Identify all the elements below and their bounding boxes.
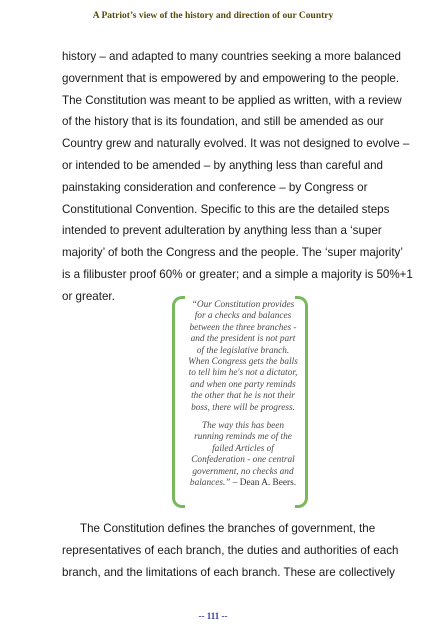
quote-line: government, no checks and [192, 466, 294, 477]
quote-author: – Dean A. Beers. [232, 478, 297, 489]
text-line: or intended to be amended – by anything less than careful and [62, 158, 383, 172]
quote-line: for a checks and balances [194, 311, 292, 322]
quote-line: to tell him he's not a dictator, [188, 368, 298, 379]
text-line: government that is empowered by and empowering to the people. [62, 71, 400, 85]
quote-spacer [184, 414, 302, 421]
paragraph-1 [62, 46, 413, 308]
text-line: history – and adapted to many countries seeking a more balanced [62, 50, 402, 63]
text-line: or greater. [62, 289, 115, 303]
text-line: of the history that is its foundation, and still be amended as our [62, 115, 384, 129]
text-line: painstaking consideration and conference – by Congress or [62, 180, 368, 194]
text-line: majority’ of both the Congress and the people. The ‘super majority’ [62, 246, 403, 260]
page-number: -- 111 -- [198, 611, 228, 621]
quote-last-line [184, 478, 302, 489]
text-line: branch, and the limitations of each branch. These are collectively [62, 565, 395, 579]
quote-line: When Congress gets the balls [188, 357, 298, 368]
running-header: A Patriot’s view of the history and direction of our Country [92, 11, 334, 21]
quote-line: failed Articles of [212, 443, 274, 454]
quote-line: between the three branches - [189, 322, 297, 333]
quote-line: the other that he is not their [191, 391, 295, 402]
quote-line: Confederation - one central [191, 455, 295, 466]
text-line: intended to prevent adulteration by anything less than a ‘super [62, 224, 382, 238]
text-line: The Constitution defines the branches of government, the [80, 522, 376, 535]
quote-closing: balances.” [189, 478, 231, 489]
text-line: The Constitution was meant to be applied as written, with a review [62, 93, 402, 107]
quote-line: of the legislative branch. [196, 345, 290, 356]
quote-line: and the president is not part [190, 334, 296, 345]
text-line: is a filibuster proof 60% or greater; and a simple a majority is 50%+1 [62, 267, 413, 281]
paragraph-2 [62, 518, 399, 583]
quote-line: The way this has been [201, 421, 285, 432]
quote-line: and when one party reminds [190, 379, 296, 390]
quote-line: “Our Constitution provides [191, 300, 295, 310]
text-line: representatives of each branch, the duties and authorities of each [62, 543, 399, 557]
quote-line: running reminds me of the [194, 432, 292, 443]
quote-line: boss, there will be progress. [191, 402, 295, 413]
quote-text [184, 300, 302, 490]
text-line: Country grew and naturally evolved. It was not designed to evolve – [62, 137, 410, 151]
pull-quote [172, 296, 308, 504]
text-line: Constitutional Convention. Specific to this are the detailed steps [62, 202, 390, 216]
